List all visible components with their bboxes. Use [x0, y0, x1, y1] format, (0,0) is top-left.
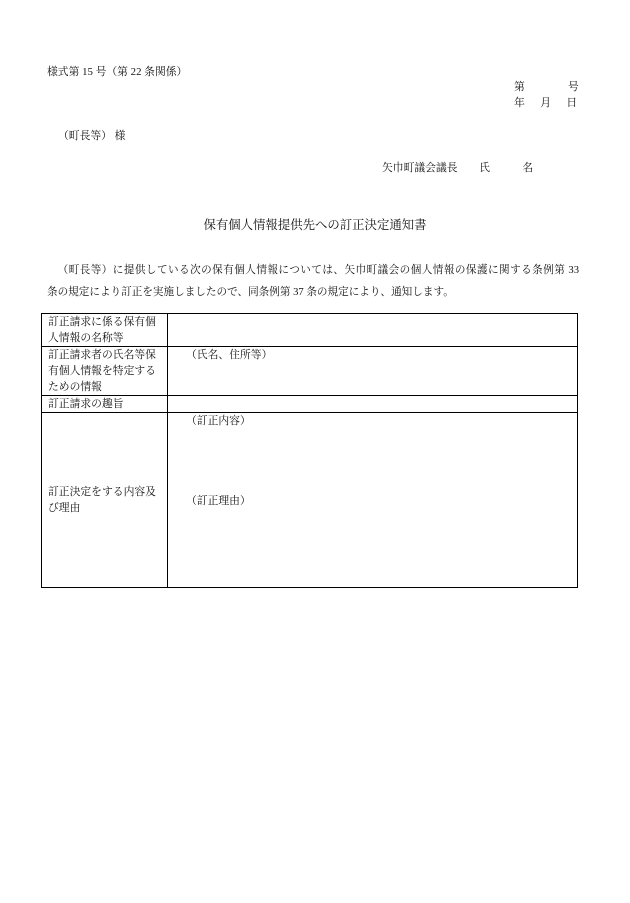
table-row: [42, 347, 578, 396]
sender: 矢巾町議会議長 氏 名: [382, 162, 534, 174]
row-label-info-name: 訂正請求に係る保有個人情報の名称等: [48, 316, 156, 344]
correction-reason-hint: （訂正理由）: [186, 495, 251, 507]
form-number: 様式第 15 号（第 22 条関係）: [47, 66, 188, 78]
name-address-hint: （氏名、住所等）: [186, 349, 273, 361]
row-value-cell: [168, 413, 578, 588]
correction-content-hint: （訂正内容）: [186, 415, 251, 427]
document-title: 保有個人情報提供先への訂正決定通知書: [203, 218, 427, 232]
row-value-cell: [168, 396, 578, 413]
row-value-cell: [168, 314, 578, 347]
document-date: 年 月 日: [514, 97, 580, 109]
row-label-cell: [42, 347, 168, 396]
body-line: 条の規定により訂正を実施しましたので、同条例第 37 条の規定により、通知します。: [47, 287, 454, 298]
document-number: 第 号: [514, 81, 579, 93]
table-row: [42, 314, 578, 347]
row-value-cell: [168, 347, 578, 396]
table-row: [42, 413, 578, 588]
addressee: （町長等） 様: [58, 130, 126, 142]
row-label-requester-info: 訂正請求者の氏名等保有個人情報を特定するための情報: [48, 349, 156, 393]
body-line: （町長等）に提供している次の保有個人情報については、矢巾町議会の個人情報の保護に関する条例第 33: [57, 265, 579, 276]
body-paragraph: [47, 260, 579, 304]
row-label-request-purpose: 訂正請求の趣旨: [48, 398, 124, 410]
table-row: [42, 396, 578, 413]
notice-table: [41, 313, 578, 588]
row-label-cell: [42, 314, 168, 347]
row-label-decision-content: 訂正決定をする内容及び理由: [48, 486, 156, 514]
row-label-cell: [42, 413, 168, 588]
row-label-cell: [42, 396, 168, 413]
